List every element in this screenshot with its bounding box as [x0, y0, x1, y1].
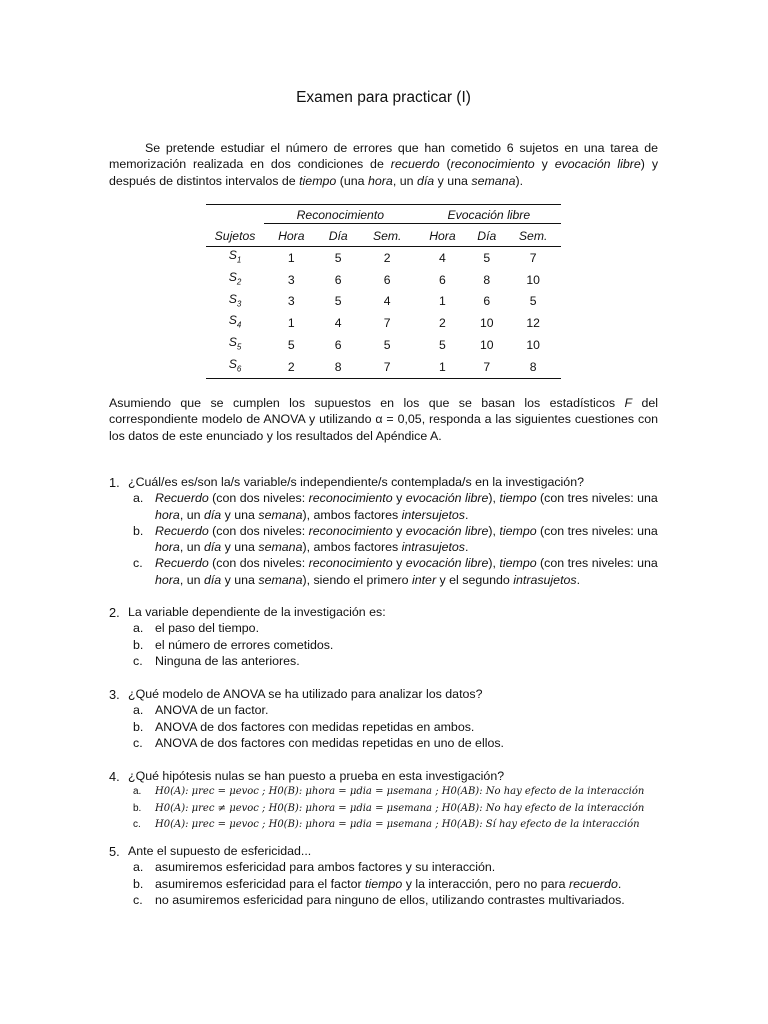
table-row: [206, 334, 561, 356]
table-row: [206, 312, 561, 334]
table-row: [206, 356, 561, 378]
table-cell: 5: [439, 337, 446, 352]
data-table: [206, 204, 561, 379]
subject-cell: $S_4$: [228, 313, 242, 330]
table-cell: 2: [264, 356, 319, 378]
table-cell: 2: [383, 250, 391, 265]
table-cell: 2: [439, 316, 446, 331]
table-cell: 5: [287, 337, 295, 352]
table-cell: 5: [334, 250, 342, 265]
col-header-hora-rec: Hora: [264, 226, 319, 247]
table-cell: 6: [483, 294, 491, 309]
table-cell: 4: [334, 316, 342, 331]
table-cell: 7: [358, 356, 417, 378]
col-header-sem-rec: Sem.: [358, 226, 417, 247]
option-c: c. Ninguna de las anteriores.: [133, 653, 300, 668]
option-a: a. asumiremos esfericidad para ambos factores y su interacción.: [133, 860, 496, 875]
question-number: 3.: [109, 687, 120, 702]
col-header-dia-rec: Día: [319, 226, 358, 247]
subject-cell: $S_3$: [228, 291, 242, 309]
question-3: [109, 686, 669, 751]
option-b: b. asumiremos esfericidad para el factor tiempo y la interacción, pero no para recuerdo.: [133, 876, 622, 891]
option-c: c. Recuerdo (con dos niveles: reconocimiento y evocación libre), tiempo (con tres niveles: una hora, un día y una semana), siendo el primero inter y el segundo intrasujetos.: [133, 556, 658, 587]
table-cell: 10: [526, 272, 540, 287]
question-text: ¿Qué modelo de ANOVA se ha utilizado para analizar los datos?: [128, 687, 483, 701]
hypothesis-formula: H0(A): μrec = μevoc ; H0(B): μhora = μdia = μsemana ; H0(AB): Sí hay efecto de la interacción: [155, 818, 640, 830]
table-row: [206, 291, 561, 313]
table-cell: 1: [439, 294, 446, 309]
question-number: 1.: [109, 475, 120, 490]
option-a: a. Recuerdo (con dos niveles: reconocimiento y evocación libre), tiempo (con tres niveles: una hora, un día y una semana), ambos factores intersujetos.: [133, 491, 658, 522]
table-cell: 1: [287, 316, 295, 331]
question-5: [109, 843, 669, 908]
option-a: a. el paso del tiempo.: [133, 621, 260, 636]
table-cell: 1: [287, 250, 295, 265]
table-cell: 7: [529, 250, 537, 265]
question-text: La variable dependiente de la investigación es:: [128, 605, 386, 619]
col-header-dia-evoc: Día: [468, 226, 505, 247]
option-a: a. ANOVA de un factor.: [133, 703, 269, 718]
group-header-evocacion: Evocación libre: [417, 205, 561, 226]
table-row: [206, 247, 561, 269]
col-header-sujetos: Sujetos: [206, 226, 264, 247]
data-table-wrapper: [206, 204, 561, 379]
table-group-header-row: [206, 205, 561, 226]
subject-cell: $S_2$: [228, 269, 242, 287]
question-number: 2.: [109, 605, 120, 620]
table-cell: 4: [439, 250, 446, 265]
table-cell: 3: [287, 272, 295, 287]
option-b: b. el número de errores cometidos.: [133, 637, 334, 652]
table-cell: 6: [439, 272, 446, 287]
group-header-reconocimiento: Reconocimiento: [264, 205, 417, 226]
question-number: 4.: [109, 769, 120, 784]
option-b: b. H0(A): μrec ≠ μevoc ; H0(B): μhora = μdia = μsemana ; H0(AB): No hay efecto de la interacción: [133, 802, 645, 814]
intro-paragraph: Se pretende estudiar el número de errores que han cometido 6 sujetos en una tarea de memorización realizada en dos condiciones de recuerdo (reconocimiento y evocación libre) y después de distintos intervalos de tiempo (una hora, un día y una semana).: [109, 141, 659, 188]
table-cell: 7: [468, 356, 505, 378]
table-cell: 12: [526, 316, 540, 331]
question-text: ¿Cuál/es es/son la/s variable/s independiente/s contemplada/s en la investigación?: [128, 475, 584, 489]
table-cell: 6: [383, 272, 391, 287]
table-cell: 6: [334, 337, 342, 352]
subject-cell: $S_1$: [228, 248, 242, 265]
table-cell: 7: [383, 316, 391, 331]
option-c: c. no asumiremos esfericidad para ninguno de ellos, utilizando contrastes multivariados.: [133, 892, 625, 907]
question-1: [109, 474, 669, 588]
question-4: [109, 768, 669, 833]
table-cell: 10: [526, 337, 540, 352]
option-b: b. ANOVA de dos factores con medidas repetidas en ambos.: [133, 719, 475, 734]
question-text: ¿Qué hipótesis nulas se han puesto a prueba en esta investigación?: [128, 769, 505, 783]
col-header-hora-evoc: Hora: [417, 226, 469, 247]
table-cell: 1: [417, 356, 469, 378]
option-c: c. H0(A): μrec = μevoc ; H0(B): μhora = μdia = μsemana ; H0(AB): Sí hay efecto de la interacción: [133, 818, 640, 830]
table-cell: 4: [383, 294, 391, 309]
option-b: b. Recuerdo (con dos niveles: reconocimiento y evocación libre), tiempo (con tres niveles: una hora, un día y una semana), ambos factores intrasujetos.: [133, 523, 658, 555]
table-cell: 5: [483, 250, 491, 265]
table-cell: 10: [479, 337, 494, 352]
hypothesis-formula: H0(A): μrec ≠ μevoc ; H0(B): μhora = μdia = μsemana ; H0(AB): No hay efecto de la interacción: [155, 802, 645, 814]
table-cell: 5: [334, 294, 342, 309]
table-header-row: [206, 226, 561, 247]
subject-cell: $S_6$: [206, 356, 264, 378]
subject-cell: $S_5$: [228, 335, 242, 352]
table-cell: 8: [319, 356, 358, 378]
table-cell: 6: [334, 272, 342, 287]
page-title: Examen para practicar (I): [296, 89, 471, 106]
assumptions-paragraph: Asumiendo que se cumplen los supuestos en los que se basan los estadísticos F del correspondiente modelo de ANOVA y utilizando α = 0,05, responda a las siguientes cuestiones con los datos de este enunciado y los resultados del Apéndice A.: [109, 396, 658, 443]
table-cell: 10: [479, 316, 494, 331]
table-cell: 5: [383, 337, 391, 352]
appendix-reference: Apéndice A: [375, 428, 439, 443]
table-cell: 5: [529, 294, 537, 309]
table-cell: 3: [287, 294, 295, 309]
table-cell: 8: [505, 356, 561, 378]
table-row: [206, 269, 561, 291]
col-header-sem-evoc: Sem.: [505, 226, 561, 247]
option-c: c. ANOVA de dos factores con medidas repetidas en uno de ellos.: [133, 735, 504, 750]
option-a: a. H0(A): μrec = μevoc ; H0(B): μhora = μdia = μsemana ; H0(AB): No hay efecto de la interacción: [133, 786, 645, 798]
table-cell: 8: [483, 272, 491, 287]
hypothesis-formula: H0(A): μrec = μevoc ; H0(B): μhora = μdia = μsemana ; H0(AB): No hay efecto de la interacción: [155, 786, 645, 798]
question-text: Ante el supuesto de esfericidad...: [128, 844, 312, 858]
question-2: [109, 604, 669, 669]
question-number: 5.: [109, 844, 120, 859]
